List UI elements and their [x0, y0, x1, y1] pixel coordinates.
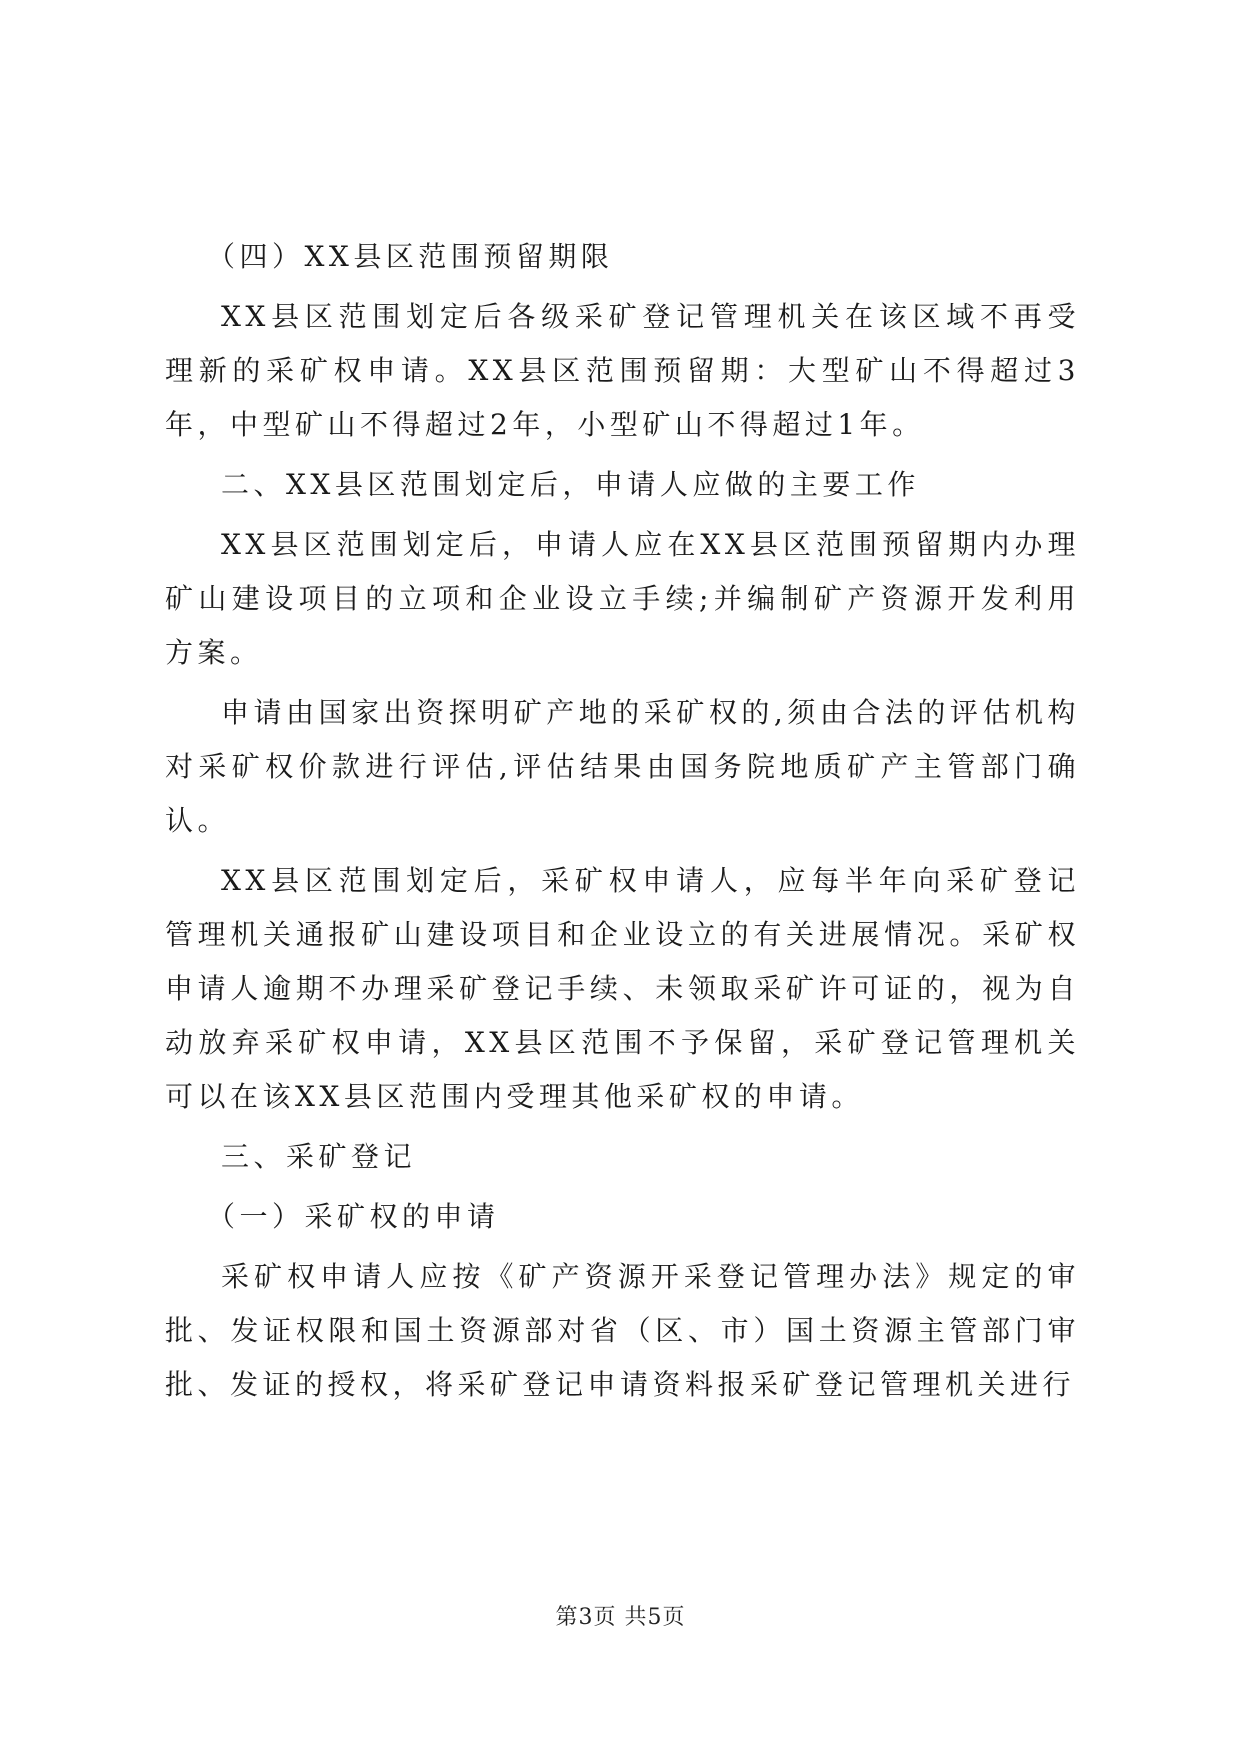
section-heading-mining-application: （一）采矿权的申请 [207, 1200, 500, 1233]
paragraph-progress-reporting: XX县区范围划定后，采矿权申请人，应每半年向采矿登记管理机关通报矿山建设项目和企业设立的有关进展情况。采矿权申请人逾期不办理采矿登记手续、未领取采矿许可证的，视为自动放弃采矿权申请，XX县区范围不予保留，采矿登记管理机关可以在该XX县区范围内受理其他采矿权的申请。 [165, 864, 1080, 1113]
document-body [165, 230, 1080, 1418]
section-heading-reservation-period: （四）XX县区范围预留期限 [207, 240, 614, 273]
section-heading-mining-registration: 三、采矿登记 [221, 1140, 417, 1173]
paragraph-reservation-rules: XX县区范围划定后各级采矿登记管理机关在该区域不再受理新的采矿权申请。XX县区范围预留期：大型矿山不得超过3年，中型矿山不得超过2年，小型矿山不得超过1年。 [165, 300, 1080, 441]
paragraph-application-procedure: 采矿权申请人应按《矿产资源开采登记管理办法》规定的审批、发证权限和国土资源部对省（区、市）国土资源主管部门审批、发证的授权，将采矿登记申请资料报采矿登记管理机关进行 [165, 1260, 1080, 1401]
paragraph-project-approval: XX县区范围划定后，申请人应在XX县区范围预留期内办理矿山建设项目的立项和企业设立手续;并编制矿产资源开发利用方案。 [165, 528, 1080, 669]
section-heading-applicant-work: 二、XX县区范围划定后，申请人应做的主要工作 [221, 468, 920, 501]
paragraph-valuation: 申请由国家出资探明矿产地的采矿权的,须由合法的评估机构对采矿权价款进行评估,评估结果由国务院地质矿产主管部门确认。 [165, 696, 1080, 837]
page-footer [0, 1600, 1241, 1631]
page-number: 第3页 共5页 [555, 1605, 686, 1630]
